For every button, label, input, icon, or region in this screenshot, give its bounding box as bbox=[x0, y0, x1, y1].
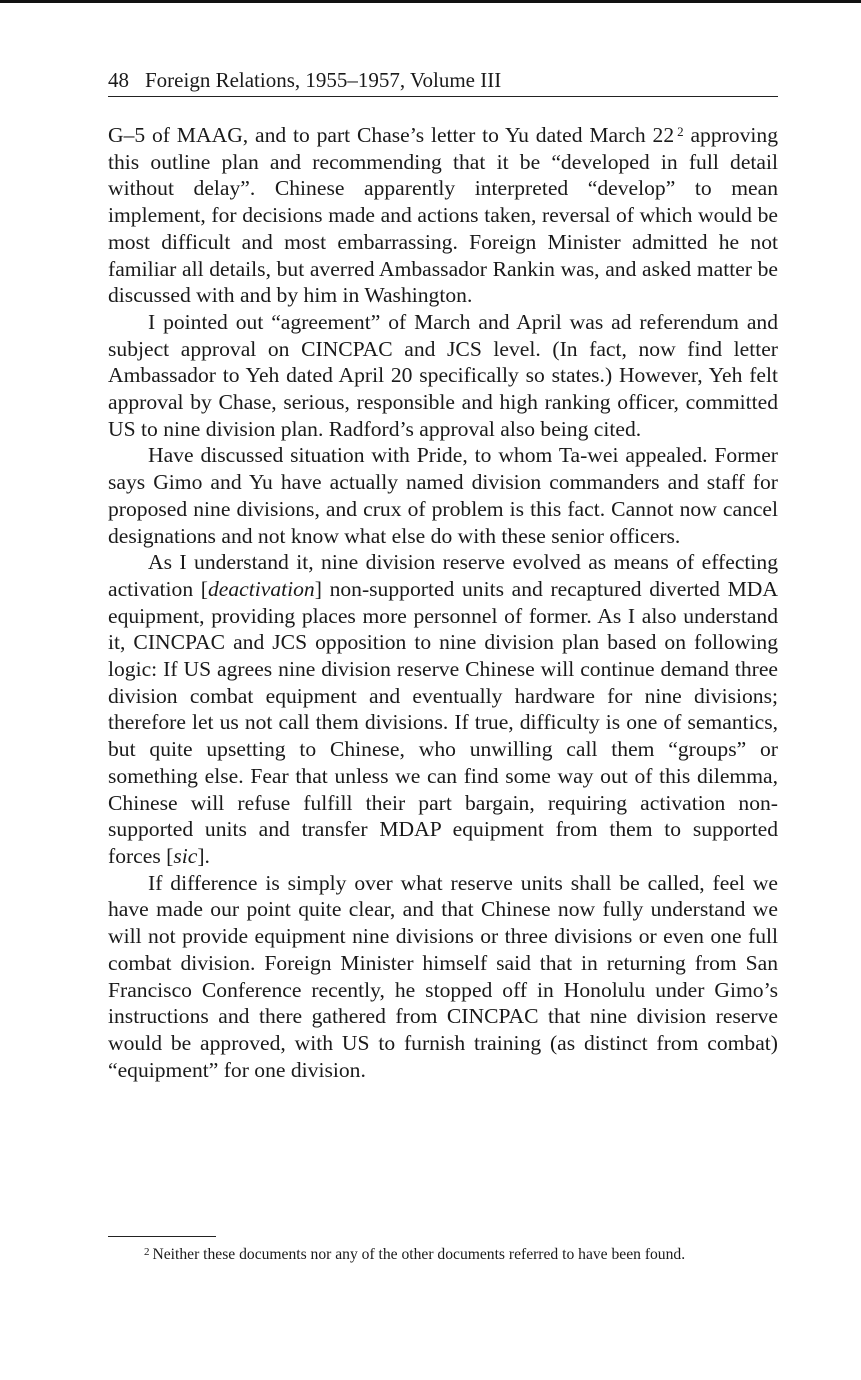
footnote bbox=[108, 1244, 778, 1265]
footnote-divider bbox=[108, 1236, 216, 1237]
footnote-marker: 2 bbox=[144, 1246, 150, 1258]
page-top-edge bbox=[0, 0, 861, 3]
paragraph-1-text-start: G–5 of MAAG, and to part Chase’s letter to Yu dated March 22 bbox=[108, 123, 675, 147]
document-body bbox=[108, 122, 778, 1083]
paragraph-4-text-start: As I understand it, nine division reserve evolved as means of effecting activation [ bbox=[108, 550, 778, 601]
footnote-text: Neither these documents nor any of the other documents referred to have been found. bbox=[152, 1246, 686, 1263]
sic-notation: sic bbox=[173, 843, 198, 868]
paragraph-5: If difference is simply over what reserve units shall be called, feel we have made our point quite clear, and that Chinese now fully understand we will not provide equipment nine divisions or three divisions or even one full combat division. Foreign Minister himself said that in returning from San Francisco Conference recently, he stopped off in Honolulu under Gimo’s instructions and there gathered from CINCPAC that nine division reserve would be approved, with US to furnish training (as distinct from combat) “equipment” for one division. bbox=[108, 870, 778, 1082]
paragraph-4-text-middle: ] non-supported units and recaptured diverted MDA equipment, providing places more personnel of former. As I also understand it, CINCPAC and JCS opposition to nine division plan based on following logic: If US agrees nine division reserve Chinese will continue demand three division combat equipment and eventually hardware for nine divisions; therefore let us not call them divisions. If true, difficulty is one of semantics, but quite upsetting to Chinese, who unwilling call them “groups” or something else. Fear that unless we can find some way out of this dilemma, Chinese will refuse fulfill their part bargain, requiring activation non-supported units and transfer MDAP equipment from them to supported forces [ bbox=[108, 576, 778, 868]
paragraph-4-text-end: ]. bbox=[197, 843, 210, 868]
paragraph-3: Have discussed situation with Pride, to whom Ta-wei appealed. Former says Gimo and Yu have actually named division commanders and staff for proposed nine divisions, and crux of problem is this fact. Cannot now cancel designations and not know what else do with these senior officers. bbox=[108, 443, 778, 548]
volume-title: Foreign Relations, 1955–1957, Volume III bbox=[145, 68, 502, 92]
page-number: 48 bbox=[108, 68, 129, 92]
running-header bbox=[108, 68, 778, 97]
paragraph-2: I pointed out “agreement” of March and April was ad referendum and subject approval on CINCPAC and JCS level. (In fact, now find letter Ambassador to Yeh dated April 20 specifically so states.) However, Yeh felt approval by Chase, serious, responsible and high ranking officer, committed US to nine division plan. Radford’s approval also being cited. bbox=[108, 309, 778, 441]
footnote-reference: 2 bbox=[677, 124, 684, 139]
paragraph-4 bbox=[108, 549, 778, 869]
editorial-insertion: deactivation bbox=[207, 576, 315, 601]
paragraph-1-text-end: approving this outline plan and recommending that it be “developed in full detail without delay”. Chinese apparently interpreted “develop” to mean implement, for decisions made and actions taken, reversal of which would be most difficult and most embarrassing. Foreign Minister admitted he not familiar all details, but averred Ambassador Rankin was, and asked matter be discussed with and by him in Washington. bbox=[108, 123, 778, 308]
paragraph-1 bbox=[108, 122, 778, 309]
